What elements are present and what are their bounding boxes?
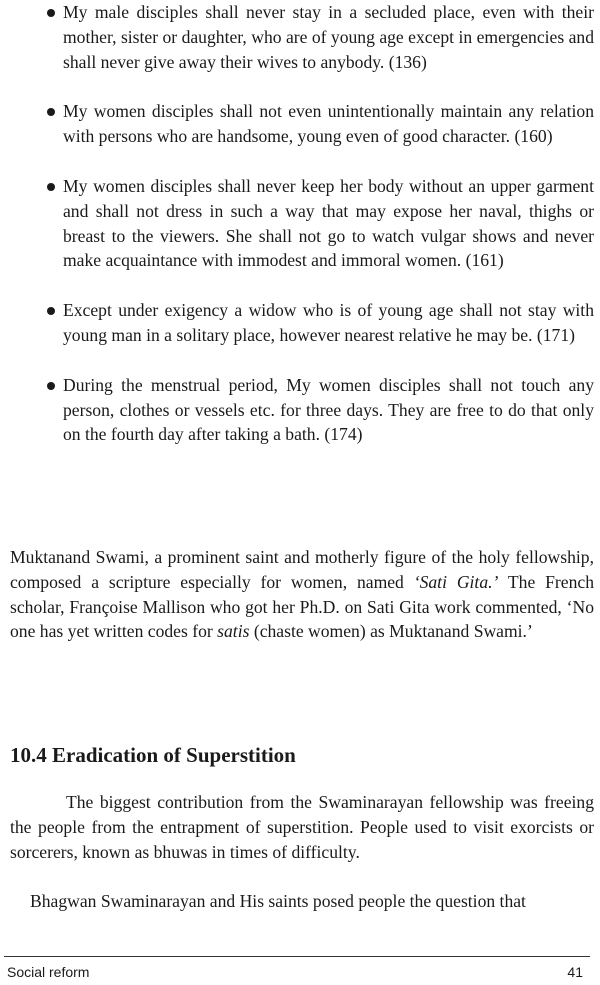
bullet-text: My women disciples shall never keep her body without an upper garment and shall not dress in such a way that may expose her naval, thighs or breast to the viewers. She shall not go to watch vulgar shows and never make acquaintance with immodest and immoral women. (161): [63, 175, 594, 271]
bullet-dot-icon: [47, 382, 55, 390]
bullet-item: [46, 174, 594, 273]
bullet-item: [46, 0, 594, 74]
section-heading: 10.4 Eradication of Superstition: [10, 743, 296, 767]
bullet-text: Except under exigency a widow who is of young age shall not stay with young man in a solitary place, however nearest relative he may be. (171): [63, 300, 594, 345]
sati-gita-paragraph: [10, 545, 594, 644]
bullet-item: [46, 99, 594, 149]
italic-term: satis: [217, 621, 250, 642]
bullet-text: My women disciples shall not even unintentionally maintain any relation with persons who are handsome, young even of good character. (160): [63, 101, 594, 147]
rules-bullet-list: [46, 0, 594, 472]
paragraph-text: (chaste women) as Muktanand Swami.’: [249, 621, 533, 642]
bullet-item: [46, 373, 594, 447]
footer-section-name: Social reform: [7, 964, 90, 980]
bullet-dot-icon: [47, 108, 55, 116]
section-paragraph: The biggest contribution from the Swaminarayan fellowship was freeing the people from the entrapment of superstition. People used to visit exorcists or sorcerers, known as bhuwas in times of difficulty.: [10, 792, 594, 862]
bullet-text: During the menstrual period, My women disciples shall not touch any person, clothes or vessels etc. for three days. They are free to do that only on the fourth day after taking a bath. (174): [63, 374, 594, 445]
bullet-text: My male disciples shall never stay in a secluded place, even with their mother, sister or daughter, who are of young age except in emergencies and shall never give away their wives to anybody. (136): [63, 2, 594, 72]
page-number: 41: [567, 964, 583, 980]
bullet-dot-icon: [47, 307, 55, 315]
bullet-dot-icon: [47, 9, 55, 17]
scripture-title: ‘Sati Gita.’: [413, 571, 499, 592]
bullet-dot-icon: [47, 183, 55, 191]
page-footer: [7, 962, 587, 982]
section-paragraph: Bhagwan Swaminarayan and His saints posed people the question that: [30, 891, 526, 911]
paragraph-text: The French scholar, Françoise Mallison who got her Ph.D. on Sati Gita work commented, ‘No one has yet written codes for: [10, 571, 595, 642]
bullet-item: [46, 298, 594, 348]
footer-divider: [4, 956, 590, 957]
paragraph-text: Muktanand Swami, a prominent saint and motherly figure of the holy fellowship, composed a scripture especially for women, named: [10, 547, 594, 592]
